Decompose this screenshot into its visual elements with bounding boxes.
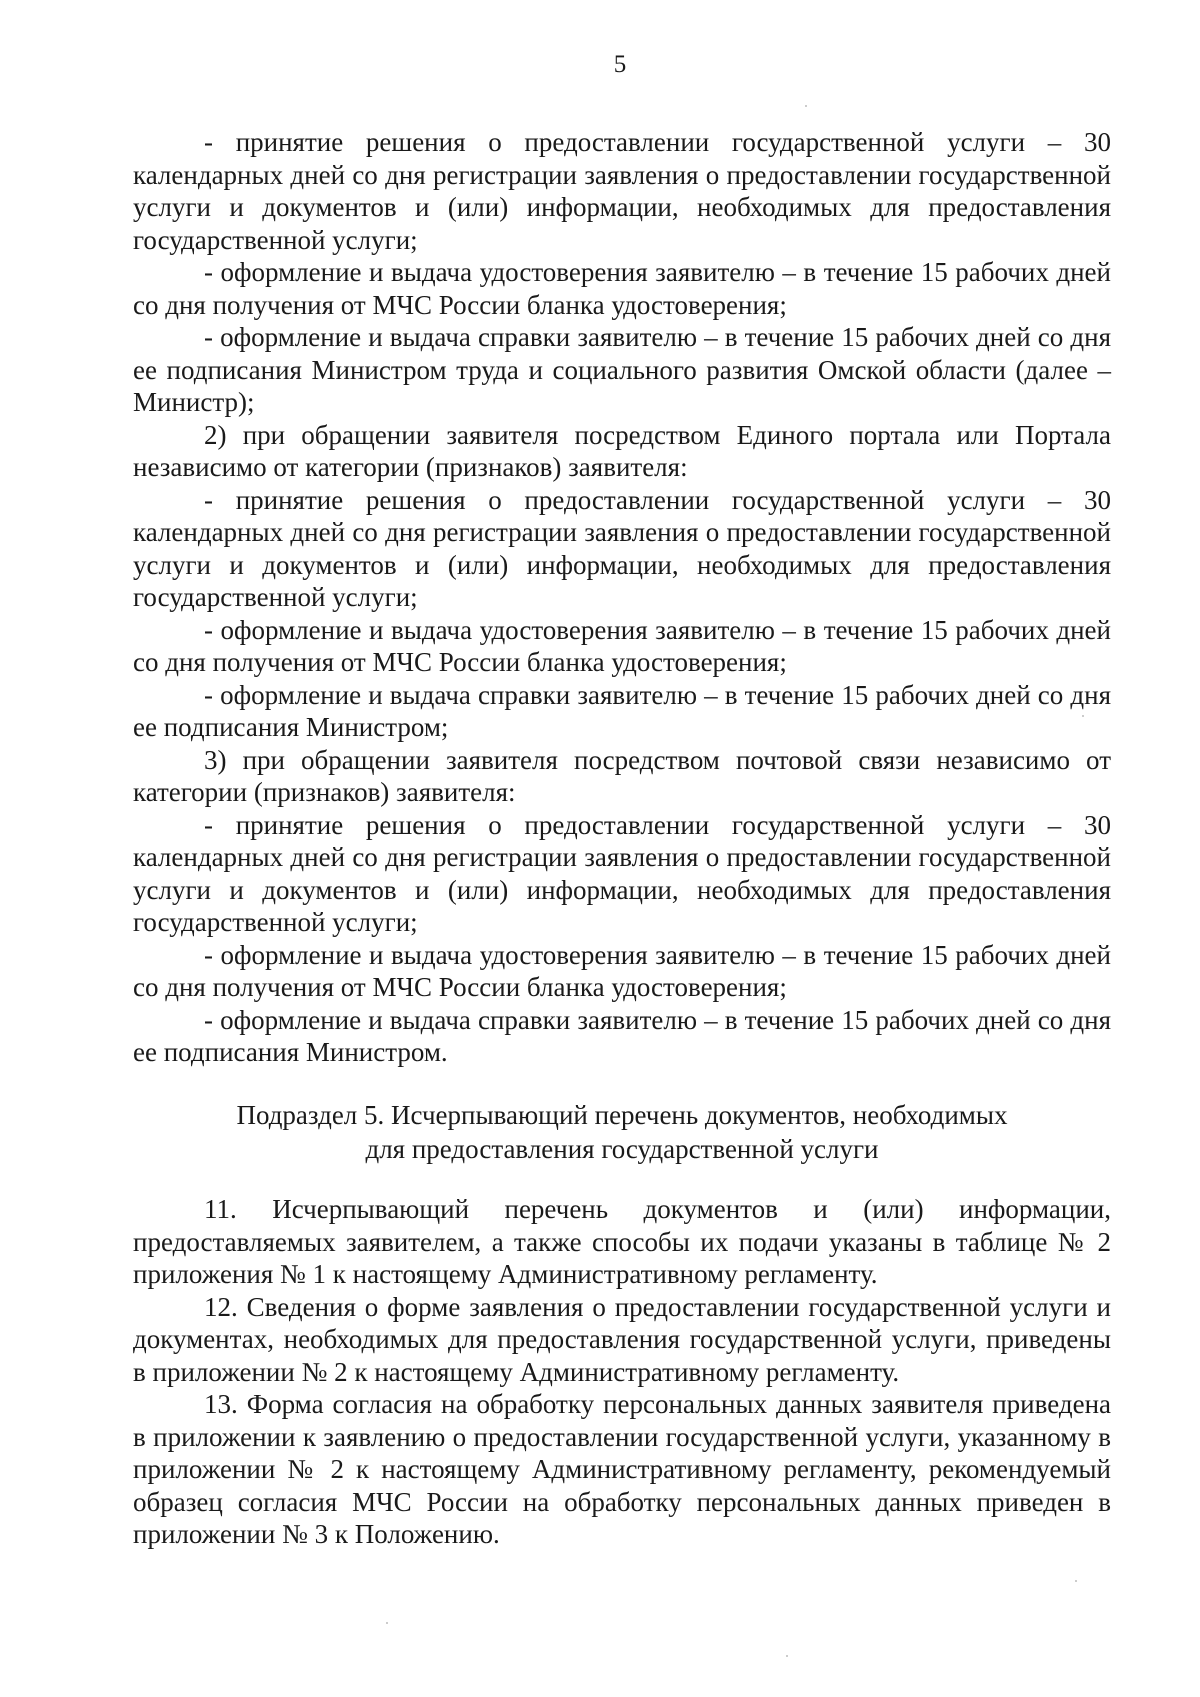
paragraph: - оформление и выдача справки заявителю – в течение 15 рабочих дней со дня ее подписания Министром. [133, 1004, 1111, 1067]
paragraph: 11. Исчерпывающий перечень документов и (или) информации, предоставляемых заявителем, а также способы их подачи указаны в таблице № 2 приложения № 1 к настоящему Административному регламенту. [133, 1194, 1111, 1289]
body-text-bottom [133, 1193, 1111, 1551]
scan-speck [1082, 715, 1084, 717]
paragraph: - оформление и выдача удостоверения заявителю – в течение 15 рабочих дней со дня получения от МЧС России бланка удостоверения; [133, 614, 1111, 677]
section-heading-line2: для предоставления государственной услуги [365, 1134, 879, 1164]
paragraph: 13. Форма согласия на обработку персональных данных заявителя приведена в приложении к заявлению о предоставлении государственной услуги, указанному в приложении № 2 к настоящему Административному регламенту, рекомендуемый образец согласия МЧС России на обработку персональных данных приведен в приложении № 3 к Положению. [133, 1389, 1111, 1549]
page-number: 5 [613, 51, 627, 78]
paragraph: - оформление и выдача справки заявителю – в течение 15 рабочих дней со дня ее подписания Министром; [133, 679, 1111, 742]
paragraph: - принятие решения о предоставлении государственной услуги – 30 календарных дней со дня регистрации заявления о предоставлении государственной услуги и документов и (или) информации, необходимых для предоставления государственной услуги; [133, 127, 1111, 255]
scan-speck [805, 105, 807, 107]
scan-speck [1075, 1580, 1077, 1582]
scan-speck [386, 1622, 388, 1624]
paragraph: 2) при обращении заявителя посредством Единого портала или Портала независимо от категории (признаков) заявителя: [133, 419, 1111, 482]
paragraph: - оформление и выдача удостоверения заявителю – в течение 15 рабочих дней со дня получения от МЧС России бланка удостоверения; [133, 939, 1111, 1002]
paragraph: - оформление и выдача удостоверения заявителю – в течение 15 рабочих дней со дня получения от МЧС России бланка удостоверения; [133, 257, 1111, 320]
section-heading [133, 1098, 1111, 1166]
paragraph: - оформление и выдача справки заявителю – в течение 15 рабочих дней со дня ее подписания Министром труда и социального развития Омской области (далее – Министр); [133, 322, 1111, 417]
paragraph: 12. Сведения о форме заявления о предоставлении государственной услуги и документах, необходимых для предоставления государственной услуги, приведены в приложении № 2 к настоящему Административному регламенту. [133, 1291, 1111, 1387]
scan-speck [786, 1655, 788, 1657]
paragraph: - принятие решения о предоставлении государственной услуги – 30 календарных дней со дня регистрации заявления о предоставлении государственной услуги и документов и (или) информации, необходимых для предоставления государственной услуги; [133, 809, 1111, 937]
paragraph: - принятие решения о предоставлении государственной услуги – 30 календарных дней со дня регистрации заявления о предоставлении государственной услуги и документов и (или) информации, необходимых для предоставления государственной услуги; [133, 484, 1111, 612]
body-text-top [133, 126, 1111, 1069]
section-heading-line1: Подраздел 5. Исчерпывающий перечень документов, необходимых [236, 1100, 1008, 1130]
paragraph: 3) при обращении заявителя посредством почтовой связи независимо от категории (признаков) заявителя: [133, 744, 1111, 807]
